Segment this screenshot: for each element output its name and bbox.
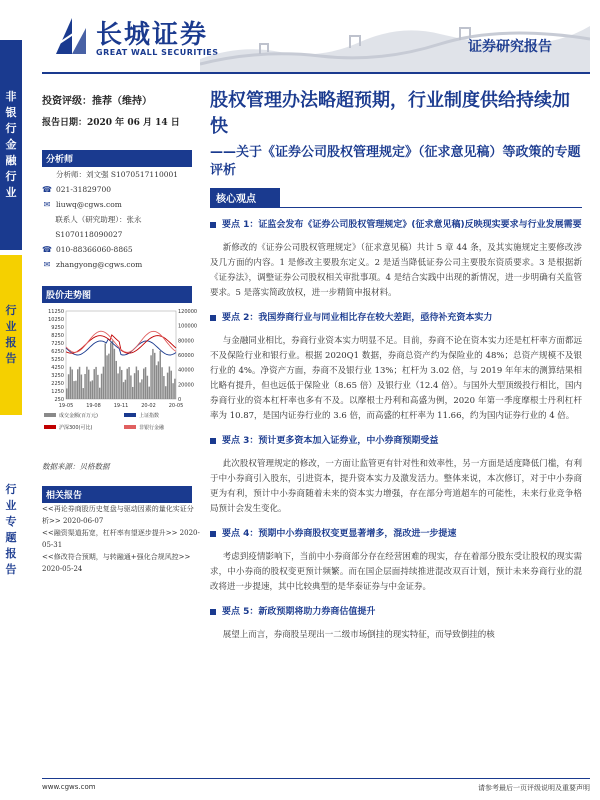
related-report-link[interactable]: <<融资渠道拓宽，杠杆率有望逐步提升>> 2020-05-31 — [42, 529, 200, 549]
y-left-tick: 4250 — [51, 365, 64, 371]
y-left-tick: 11250 — [48, 309, 64, 315]
y-right-tick: 100000 — [178, 323, 198, 330]
legend-label: 非银行金融 — [139, 425, 165, 431]
sidebar-char: 行 — [5, 304, 17, 317]
legend-swatch — [44, 413, 56, 417]
analyst-row: 分析师：刘文强 S1070517110001 — [42, 167, 200, 182]
main-column — [210, 88, 582, 643]
volume-bar — [75, 381, 76, 399]
sidebar-char: 题 — [5, 531, 17, 544]
volume-bar — [108, 354, 109, 399]
sidebar-topic — [0, 470, 22, 590]
volume-bar — [119, 367, 120, 399]
core-views-divider — [210, 207, 582, 208]
volume-bar — [134, 373, 135, 399]
data-source: 数据来源：贝格数据 — [42, 462, 110, 471]
volume-bar — [154, 353, 155, 399]
related-report-link[interactable]: <<再论券商股历史复盘与驱动因素的量化实证分析>> 2020-06-07 — [42, 505, 194, 525]
x-tick: 20-02 — [141, 403, 156, 409]
sidebar-char: 金 — [5, 138, 17, 151]
volume-bar — [81, 375, 82, 399]
logo-icon — [52, 14, 92, 58]
volume-bar — [127, 369, 128, 399]
sidebar-char: 行 — [5, 122, 17, 135]
x-tick: 19-08 — [86, 403, 101, 409]
volume-bar — [79, 367, 80, 399]
volume-bar — [149, 387, 150, 399]
volume-bar — [145, 367, 146, 399]
volume-bar — [72, 369, 73, 399]
email-row[interactable]: ✉ liuwq@cgws.com — [43, 199, 122, 209]
volume-bar — [136, 367, 137, 399]
report-type: 证券研究报告 — [468, 39, 552, 55]
person-icon — [42, 223, 51, 231]
email-row[interactable]: ✉ zhangyong@cgws.com — [43, 259, 143, 269]
mail-icon: ✉ — [43, 199, 51, 209]
y-right-tick: 20000 — [178, 382, 194, 389]
key-point-body: 此次股权管理规定的修改，一方面让监管更有针对性和效率性，另一方面是适度降低门槛，有利于中小券商引入股东，引进资本，提升资本实力及激发活力。整体来说，本次修订，对于中小券商更为有利，预计中小券商随着未来的资本实力增强，存在部分弯道超车的可能性，未来行业竞争格局预计会发生变化。 — [210, 459, 582, 514]
volume-bar — [121, 370, 122, 399]
legend-label: 沪深300(可比) — [59, 425, 93, 431]
volume-bar — [138, 370, 139, 399]
mail-icon: ✉ — [43, 259, 51, 269]
legend-swatch — [124, 413, 136, 417]
y-left-tick: 8250 — [51, 333, 64, 339]
key-point-body: 与金融同业相比，券商行业资本实力明显不足。目前，券商不论在资本实力还是杠杆率方面都远不及保险行业和银行业。根据 2020Q1 数据，券商总资产约为保险业的 48%；总资产规模不及银行业的 4%。净资产方面，券商不及银行业 13%；杠杆为 3.02 倍，与 2019 年年末的测算结果相比略有提升，但也远低于保险业（8.65 倍）及银行业（12.4 倍）。与国外大型顶级投行相比，国内券商行业的资本杠杆率也多有不及。以摩根士丹利和高盛为例，2020 年第一季度摩根士丹利杠杆率为 10.87，是国内证券行业的 3.6 倍，而高盛的杠杆率为 11.66，约为国内证券行业的 4 倍。 — [210, 336, 582, 421]
y-left-tick: 2250 — [51, 381, 64, 387]
analyst-section-head: 分析师 — [42, 150, 192, 167]
legend-swatch — [124, 425, 136, 429]
contact-row: 联系人（研究助理）：张永 S1070118090027 — [42, 212, 200, 242]
chart-section-head: 股价走势图 — [42, 286, 192, 303]
volume-bar — [86, 367, 87, 399]
series-line-hs300 — [66, 335, 176, 353]
sidebar-char: 非 — [5, 90, 17, 103]
volume-bar — [165, 386, 166, 399]
volume-bar — [150, 355, 151, 399]
core-views-head: 核心观点 — [210, 188, 280, 207]
key-point-heading: 要点 3：预计更多资本加入证券业，中小券商预期受益 — [210, 434, 582, 449]
sidebar-char: 业 — [5, 186, 17, 199]
key-point-body: 考虑到疫情影响下，当前中小券商部分存在经营困难的现实，存在着部分股东受让股权的现实需求，中小券商的股权变更预计频繁。而在国企层面持续推进混改双百计划，预计未来券商行业的混改将进一步提速，其中比较典型的是华泰证券与中金证券。 — [210, 552, 582, 592]
report-title: 股权管理办法略超预期，行业制度供给持续加快 — [210, 90, 570, 137]
investment-rating: 投资评级：推荐（维持） — [42, 96, 152, 107]
x-tick: 19-05 — [58, 403, 74, 409]
volume-bar — [117, 373, 118, 399]
volume-bar — [70, 367, 71, 399]
volume-bar — [160, 351, 161, 399]
stock-chart-svg — [42, 307, 200, 457]
volume-bar — [147, 376, 148, 399]
sidebar-char: 业 — [5, 499, 17, 512]
y-left-tick: 250 — [54, 397, 64, 403]
volume-bar — [152, 349, 153, 399]
sidebar-industry — [0, 40, 22, 250]
left-column — [42, 88, 200, 575]
volume-bar — [112, 341, 113, 399]
volume-bar — [77, 369, 78, 399]
volume-bar — [143, 369, 144, 399]
volume-bar — [156, 365, 157, 399]
volume-bar — [105, 343, 106, 399]
sidebar-char: 银 — [5, 106, 17, 119]
y-left-tick: 5250 — [51, 357, 64, 363]
volume-bar — [128, 367, 129, 399]
volume-bar — [114, 349, 115, 399]
logo-text-cn: 长城证券 — [96, 20, 209, 50]
sidebar-char: 业 — [5, 320, 17, 333]
volume-bar — [90, 381, 91, 399]
volume-bar — [167, 373, 168, 399]
volume-bar — [110, 343, 111, 399]
phone-icon: ☎ — [42, 244, 52, 254]
volume-bar — [158, 361, 159, 399]
volume-bar — [139, 382, 140, 399]
legend-label: 成交金额(百万元) — [59, 413, 98, 419]
volume-bar — [92, 380, 93, 399]
key-point-heading: 要点 2：我国券商行业与同业相比存在较大差距，亟待补充资本实力 — [210, 311, 582, 326]
y-right-tick: 60000 — [178, 353, 194, 359]
volume-bar — [106, 355, 107, 399]
volume-bar — [163, 376, 164, 399]
person-icon — [42, 171, 52, 179]
volume-bar — [123, 382, 124, 399]
volume-bar — [141, 379, 142, 399]
volume-bar — [171, 371, 172, 399]
y-left-tick: 9250 — [51, 325, 64, 331]
key-point-heading: 要点 1：证监会发布《证券公司股权管理规定》(征求意见稿)反映现实要求与行业发展需要 — [210, 218, 582, 233]
volume-bar — [169, 366, 170, 399]
key-point-heading: 要点 5：新政预期将助力券商估值提升 — [210, 605, 582, 620]
page-header — [0, 0, 600, 80]
y-right-tick: 0 — [178, 397, 182, 403]
key-point-body: 展望上而言，券商股呈现出一二级市场倒挂的现实特征，而导致倒挂的核 — [222, 630, 495, 640]
phone-icon: ☎ — [42, 184, 52, 194]
x-tick: 19-11 — [113, 403, 129, 409]
legend-swatch — [44, 425, 56, 429]
logo-text-en: GREAT WALL SECURITIES — [96, 48, 219, 57]
sidebar-char: 告 — [5, 563, 17, 576]
phone-row: ☎ 010-88366060-8865 — [42, 244, 133, 254]
volume-bar — [161, 367, 162, 399]
volume-bar — [66, 388, 67, 399]
volume-bar — [172, 383, 173, 399]
sidebar-char: 行 — [5, 170, 17, 183]
y-left-tick: 7250 — [51, 341, 64, 347]
y-right-tick: 40000 — [178, 367, 194, 374]
y-left-tick: 10250 — [48, 317, 64, 323]
y-left-tick: 6250 — [51, 349, 64, 355]
volume-bar — [132, 387, 133, 399]
y-right-tick: 80000 — [178, 338, 194, 345]
y-left-tick: 3250 — [51, 373, 64, 379]
volume-bar — [95, 367, 96, 399]
sidebar-char: 专 — [5, 515, 17, 528]
volume-bar — [84, 374, 85, 399]
volume-bar — [97, 375, 98, 399]
related-reports — [42, 503, 200, 575]
sidebar-char: 报 — [5, 547, 17, 560]
volume-bar — [73, 381, 74, 399]
key-point-body: 新修改的《证券公司股权管理规定》（征求意见稿）共计 5 章 44 条，及其实施规定主要修改涉及几方面的内容。1 是修改主要股东定义。2 是适当降低证券公司主要股东资质要求。3 是根据新《证券法》，调整证券公司股权相关审批事项。4 是结合实践中出现的新情况，进一步明确有关监管要求。5 是落实简政放权，进一步精简申报材料。 — [210, 243, 582, 298]
sidebar-char: 行 — [5, 483, 17, 496]
volume-bar — [99, 388, 100, 399]
volume-bar — [68, 374, 69, 399]
volume-bar — [103, 367, 104, 399]
volume-bar — [130, 375, 131, 399]
related-section-head: 相关报告 — [42, 486, 192, 503]
x-tick: 20-05 — [168, 403, 184, 409]
volume-bar — [94, 369, 95, 399]
volume-bar — [174, 379, 175, 399]
volume-bar — [125, 380, 126, 399]
volume-bar — [101, 374, 102, 399]
volume-bar — [116, 361, 117, 399]
related-report-link[interactable]: <<修改符合预期，与转融通+强化合规风控>> 2020-05-24 — [42, 553, 191, 573]
y-left-tick: 1250 — [51, 389, 64, 395]
report-date: 报告日期：2020 年 06 月 14 日 — [42, 118, 180, 128]
sidebar-char: 告 — [5, 352, 17, 365]
key-point-heading: 要点 4：预期中小券商股权变更显著增多，混改进一步提速 — [210, 527, 582, 542]
sidebar-char: 报 — [5, 336, 17, 349]
stock-chart — [42, 307, 200, 457]
phone-row: ☎ 021-31829700 — [42, 184, 112, 194]
sidebar-report — [0, 255, 22, 415]
footer-website[interactable]: www.cgws.com — [42, 783, 96, 791]
footer-disclaimer: 请参考最后一页评级说明及重要声明 — [478, 784, 590, 792]
header-divider — [42, 72, 590, 74]
report-subtitle: ——关于《证券公司股权管理规定》（征求意见稿）等政策的专题评析 — [210, 145, 581, 178]
volume-bar — [83, 388, 84, 399]
sidebar-char: 融 — [5, 154, 17, 167]
y-right-tick: 120000 — [178, 309, 198, 315]
legend-label: 上证指数 — [139, 413, 160, 419]
page-footer — [42, 778, 590, 793]
volume-bar — [88, 370, 89, 399]
